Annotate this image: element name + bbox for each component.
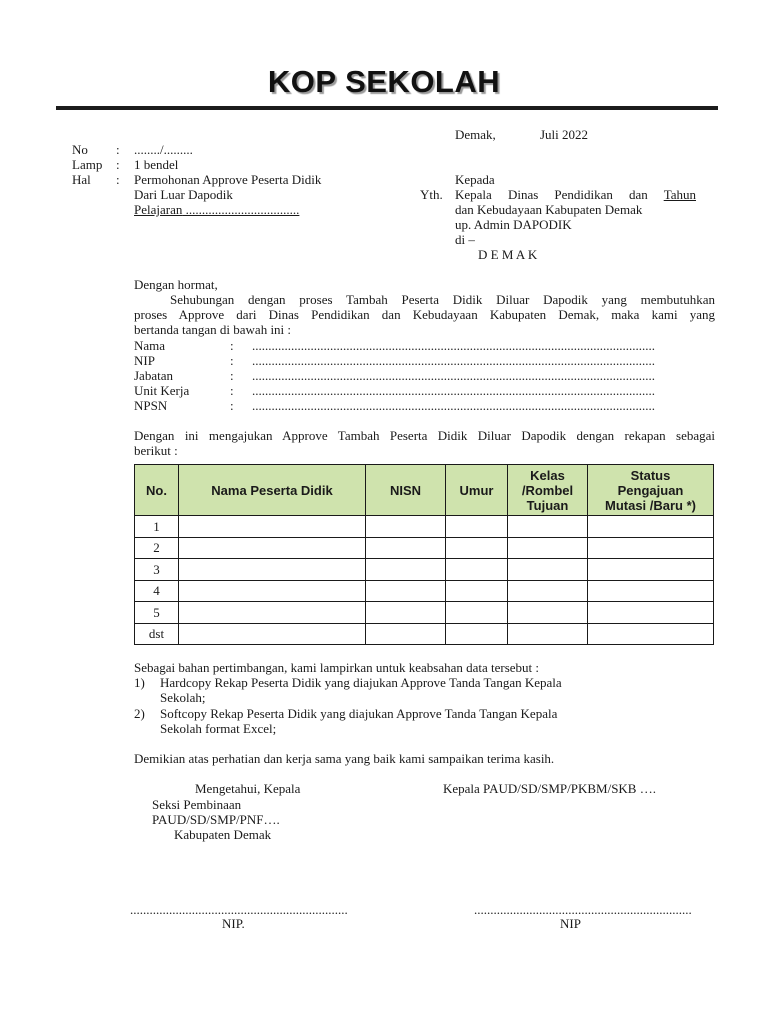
table-header-row — [135, 465, 714, 516]
field-nip-label: NIP — [134, 353, 155, 368]
field-unit-kerja-colon: : — [230, 383, 234, 398]
addressee-yth: Yth. — [420, 187, 443, 202]
sig-left-line2: Seksi Pembinaan — [152, 797, 242, 812]
cell-nisn — [366, 516, 446, 538]
cell-umur — [446, 516, 508, 538]
date-place: Demak, — [455, 127, 496, 142]
cell-nisn — [366, 580, 446, 602]
meta-hal-line1: Permohonan Approve Peserta Didik — [134, 172, 322, 187]
cell-nisn — [366, 537, 446, 559]
letterhead-title: KOP SEKOLAH — [267, 64, 501, 99]
cell-umur — [446, 559, 508, 581]
para1-line1: Sehubungan dengan proses Tambah Peserta Didik Diluar Dapodik yang membutuhkan — [170, 292, 715, 307]
meta-lamp-value: 1 bendel — [134, 157, 179, 172]
greeting: Dengan hormat, — [134, 277, 218, 292]
cell-kelas — [508, 516, 588, 538]
table-row — [135, 602, 714, 624]
cell-nama — [179, 580, 366, 602]
cell-kelas — [508, 580, 588, 602]
field-jabatan-dots: ............................................................................................................................ — [252, 368, 655, 383]
cell-umur — [446, 537, 508, 559]
sig-right-line1: Kepala PAUD/SD/SMP/PKBM/SKB …. — [443, 781, 656, 796]
addressee-line5: D E M A K — [478, 247, 538, 262]
meta-lamp-label: Lamp — [72, 157, 103, 172]
field-jabatan-label: Jabatan — [134, 368, 173, 383]
meta-no-colon: : — [116, 142, 120, 157]
cell-umur — [446, 580, 508, 602]
addressee-line2: dan Kebudayaan Kabupaten Demak — [455, 202, 643, 217]
closing-text: Demikian atas perhatian dan kerja sama yang baik kami sampaikan terima kasih. — [134, 751, 555, 766]
row-number: 1 — [135, 516, 179, 538]
cell-nama — [179, 623, 366, 645]
col-header-kelas-line2: /Rombel — [521, 482, 574, 498]
table-row — [135, 537, 714, 559]
cell-status — [588, 602, 714, 624]
addressee-line3: up. Admin DAPODIK — [455, 217, 572, 232]
cell-status — [588, 580, 714, 602]
col-header-umur: Umur — [446, 465, 508, 516]
hal-pelajaran-dots: ................................... — [182, 202, 300, 217]
cell-nisn — [366, 602, 446, 624]
table-row — [135, 559, 714, 581]
cell-nisn — [366, 559, 446, 581]
field-nip-dots: ............................................................................................................................ — [252, 353, 655, 368]
attachment-2-number: 2) — [134, 706, 145, 721]
meta-hal-label: Hal — [72, 172, 91, 187]
meta-lamp-colon: : — [116, 157, 120, 172]
row-number: 4 — [135, 580, 179, 602]
table-row — [135, 623, 714, 645]
attachment-1-number: 1) — [134, 675, 145, 690]
letterhead-rule — [56, 106, 718, 110]
para1-line3: bertanda tangan di bawah ini : — [134, 322, 292, 337]
cell-kelas — [508, 559, 588, 581]
cell-status — [588, 623, 714, 645]
table-row — [135, 516, 714, 538]
field-nama-colon: : — [230, 338, 234, 353]
sig-left-line4: Kabupaten Demak — [174, 827, 272, 842]
col-header-nama: Nama Peserta Didik — [179, 465, 366, 516]
meta-hal-line3 — [134, 202, 299, 217]
field-jabatan-colon: : — [230, 368, 234, 383]
cell-nama — [179, 559, 366, 581]
col-header-status-line1: Status — [630, 467, 671, 483]
meta-hal-line2: Dari Luar Dapodik — [134, 187, 233, 202]
field-nama-label: Nama — [134, 338, 166, 353]
col-header-status — [588, 465, 714, 516]
attachment-2-line2: Sekolah format Excel; — [160, 721, 277, 736]
addressee-kepada: Kepada — [455, 172, 495, 187]
table-row — [135, 580, 714, 602]
cell-umur — [446, 623, 508, 645]
date-value: Juli 2022 — [540, 127, 589, 142]
col-header-status-line2: Pengajuan — [617, 482, 684, 498]
sig-right-dots: ................................................................... — [474, 902, 692, 917]
field-unit-kerja-dots: ............................................................................................................................ — [252, 383, 655, 398]
para2-line1: Dengan ini mengajukan Approve Tambah Peserta Didik Diluar Dapodik dengan rekapan sebagai — [134, 428, 715, 443]
field-npsn-dots: ............................................................................................................................ — [252, 398, 655, 413]
hal-pelajaran-word: Pelajaran — [134, 202, 183, 217]
meta-hal-colon: : — [116, 172, 120, 187]
cell-nama — [179, 537, 366, 559]
attachments-intro: Sebagai bahan pertimbangan, kami lampirkan untuk keabsahan data tersebut : — [134, 660, 540, 675]
addressee-underlined-word: Tahun — [663, 187, 696, 202]
row-number: dst — [135, 623, 179, 645]
cell-status — [588, 559, 714, 581]
row-number: 3 — [135, 559, 179, 581]
cell-nama — [179, 516, 366, 538]
col-header-nisn: NISN — [366, 465, 446, 516]
para2-line2: berikut : — [134, 443, 178, 458]
cell-umur — [446, 602, 508, 624]
field-npsn-colon: : — [230, 398, 234, 413]
row-number: 2 — [135, 537, 179, 559]
attachment-1-line2: Sekolah; — [160, 690, 206, 705]
field-nama-dots: ............................................................................................................................ — [252, 338, 655, 353]
cell-kelas — [508, 537, 588, 559]
field-unit-kerja-label: Unit Kerja — [134, 383, 190, 398]
cell-nama — [179, 602, 366, 624]
col-header-kelas-line3: Tujuan — [526, 497, 569, 513]
sig-left-line1: Mengetahui, Kepala — [195, 781, 301, 796]
sig-left-dots: ................................................................... — [130, 902, 348, 917]
col-header-kelas — [508, 465, 588, 516]
col-header-kelas-line1: Kelas — [530, 467, 565, 483]
meta-no-value: ......../......... — [134, 142, 193, 157]
student-table — [134, 464, 714, 645]
col-header-status-line3: Mutasi /Baru *) — [604, 497, 696, 513]
cell-nisn — [366, 623, 446, 645]
attachment-2-line1: Softcopy Rekap Peserta Didik yang diajukan Approve Tanda Tangan Kepala — [160, 706, 558, 721]
addressee-line4: di – — [455, 232, 475, 247]
sig-left-nip: NIP. — [222, 916, 245, 931]
field-npsn-label: NPSN — [134, 398, 168, 413]
para1-line2: proses Approve dari Dinas Pendidikan dan Kebudayaan Kabupaten Demak, maka kami yang — [134, 307, 715, 322]
field-nip-colon: : — [230, 353, 234, 368]
addressee-line1: Kepala Dinas Pendidikan dan Tahun — [455, 187, 696, 202]
cell-status — [588, 516, 714, 538]
cell-kelas — [508, 623, 588, 645]
col-header-no: No. — [135, 465, 179, 516]
cell-kelas — [508, 602, 588, 624]
row-number: 5 — [135, 602, 179, 624]
attachment-1-line1: Hardcopy Rekap Peserta Didik yang diajukan Approve Tanda Tangan Kepala — [160, 675, 562, 690]
sig-right-nip: NIP — [560, 916, 581, 931]
sig-left-line3: PAUD/SD/SMP/PNF…. — [152, 812, 280, 827]
meta-no-label: No — [72, 142, 88, 157]
cell-status — [588, 537, 714, 559]
